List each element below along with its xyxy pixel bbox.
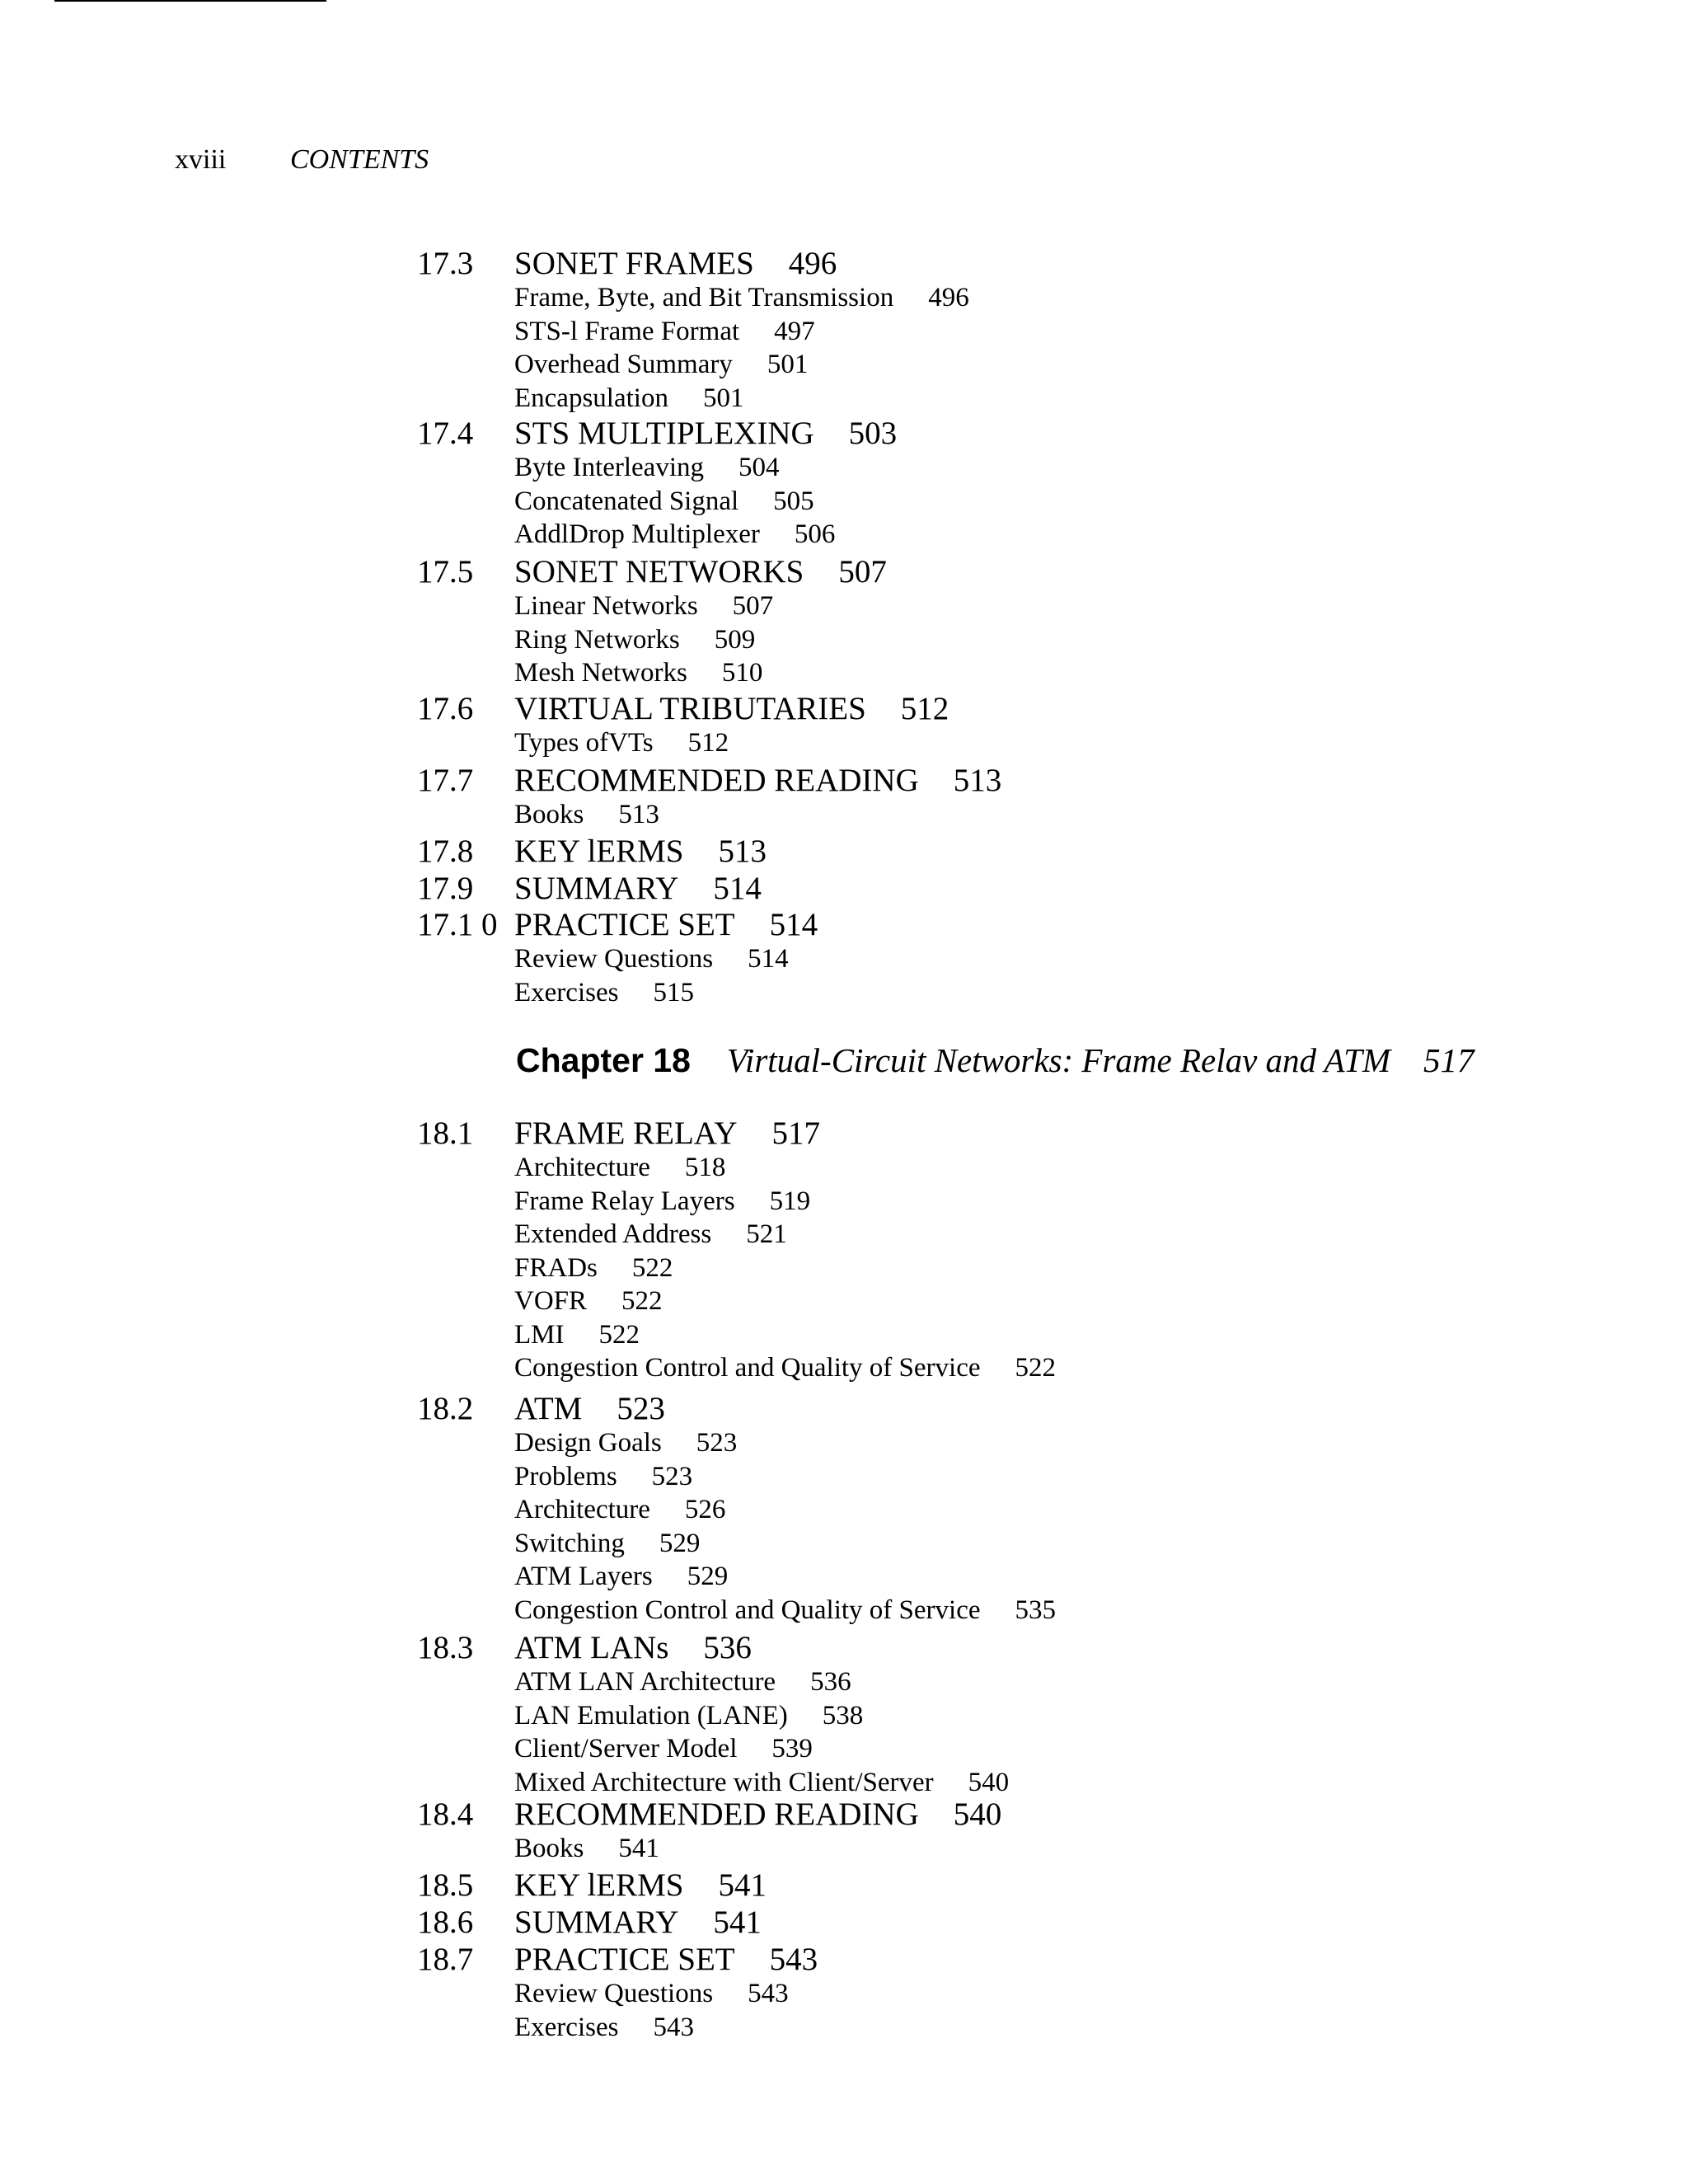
- section-title-text: SUMMARY: [514, 871, 679, 906]
- subsection-title: Extended Address: [514, 1219, 712, 1249]
- subsection-entry: [514, 1700, 863, 1731]
- subsection-entry: [514, 2012, 694, 2043]
- subsection-title: Linear Networks: [514, 591, 698, 621]
- subsection-page: 501: [767, 350, 809, 379]
- section-title: [514, 907, 818, 943]
- subsection-page: 543: [748, 1979, 789, 2008]
- subsection-page: 523: [696, 1428, 738, 1458]
- section-number: 17.4: [417, 416, 474, 451]
- chapter-label: Chapter 18: [516, 1041, 691, 1079]
- subsection-page: 504: [738, 453, 780, 482]
- subsection-entry: [514, 1427, 737, 1458]
- section-title-text: KEY lERMS: [514, 1867, 684, 1903]
- subsection-entry: [514, 624, 755, 655]
- section-title: [514, 1905, 762, 1941]
- section-page: 512: [900, 691, 950, 726]
- section-title-text: SUMMARY: [514, 1905, 679, 1940]
- section-number: 17.8: [417, 834, 474, 869]
- subsection-title: STS-l Frame Format: [514, 316, 740, 346]
- section-number: 18.3: [417, 1630, 474, 1665]
- subsection-entry: [514, 799, 659, 830]
- subsection-page: 501: [702, 383, 744, 413]
- subsection-title: ATM LAN Architecture: [514, 1667, 776, 1697]
- section-page: 517: [771, 1115, 821, 1151]
- subsection-entry: [514, 590, 773, 622]
- subsection-entry: [514, 349, 808, 380]
- section-title-text: VIRTUAL TRIBUTARIES: [514, 691, 866, 726]
- subsection-title: Switching: [514, 1528, 625, 1558]
- section-title: [514, 1391, 665, 1427]
- section-title-text: RECOMMENDED READING: [514, 1797, 919, 1832]
- subsection-page: 510: [721, 658, 763, 688]
- subsection-title: Types ofVTs: [514, 728, 654, 758]
- section-page: 541: [718, 1867, 767, 1903]
- subsection-entry: [514, 1528, 700, 1559]
- subsection-title: AddlDrop Multiplexer: [514, 519, 760, 549]
- subsection-entry: [514, 1666, 851, 1698]
- subsection-page: 522: [631, 1252, 673, 1283]
- chapter-heading: [516, 1040, 1475, 1080]
- subsection-entry: [514, 383, 743, 414]
- subsection-title: Exercises: [514, 2012, 619, 2042]
- section-number: 18.1: [417, 1115, 474, 1151]
- subsection-entry: [514, 1186, 810, 1217]
- section-title: [514, 246, 837, 282]
- subsection-entry: [514, 282, 969, 313]
- section-page: 507: [838, 554, 887, 589]
- subsection-entry: [514, 1352, 1056, 1383]
- section-title-text: FRAME RELAY: [514, 1115, 738, 1151]
- section-page: 503: [848, 416, 898, 451]
- subsection-entry: [514, 1833, 659, 1864]
- section-title-text: PRACTICE SET: [514, 907, 735, 942]
- section-number: 17.3: [417, 246, 474, 281]
- subsection-title: Mixed Architecture with Client/Server: [514, 1767, 934, 1797]
- section-title-text: RECOMMENDED READING: [514, 763, 919, 798]
- subsection-title: ATM Layers: [514, 1562, 653, 1591]
- subsection-title: Overhead Summary: [514, 350, 733, 379]
- subsection-entry: [514, 519, 835, 550]
- subsection-title: Client/Server Model: [514, 1734, 738, 1764]
- subsection-title: Review Questions: [514, 944, 714, 974]
- running-title: CONTENTS: [290, 144, 429, 175]
- subsection-page: 526: [684, 1495, 726, 1524]
- subsection-page: 523: [651, 1461, 693, 1491]
- section-title-text: SONET NETWORKS: [514, 554, 804, 589]
- section-number: 17.7: [417, 763, 474, 798]
- subsection-title: LMI: [514, 1319, 565, 1350]
- section-page: 513: [953, 763, 1002, 798]
- section-number: 17.6: [417, 691, 474, 726]
- subsection-title: Exercises: [514, 977, 619, 1007]
- section-title: [514, 871, 762, 907]
- section-number: 18.5: [417, 1867, 474, 1903]
- section-page: 541: [713, 1905, 762, 1940]
- subsection-page: 518: [684, 1153, 726, 1182]
- section-number: 17.1 0: [417, 907, 498, 942]
- section-title: [514, 1942, 818, 1978]
- page-folio: xviii: [175, 144, 227, 175]
- section-title-text: ATM LANs: [514, 1630, 669, 1665]
- section-page: 513: [718, 834, 767, 869]
- subsection-page: 538: [822, 1700, 864, 1731]
- section-title: [514, 554, 887, 590]
- section-page: 523: [617, 1391, 665, 1426]
- subsection-entry: [514, 1561, 728, 1592]
- subsection-page: 541: [618, 1834, 659, 1863]
- subsection-page: 540: [968, 1767, 1010, 1797]
- subsection-entry: [514, 316, 815, 347]
- subsection-page: 521: [746, 1219, 787, 1249]
- section-title: [514, 1115, 820, 1152]
- section-number: 17.5: [417, 554, 474, 589]
- subsection-entry: [514, 1494, 725, 1525]
- subsection-title: Design Goals: [514, 1428, 662, 1458]
- section-title-text: KEY lERMS: [514, 834, 684, 869]
- section-title: [514, 763, 1001, 799]
- subsection-page: 522: [621, 1286, 663, 1316]
- subsection-title: Congestion Control and Quality of Service: [514, 1595, 981, 1625]
- section-title: [514, 1867, 767, 1904]
- section-title: [514, 1630, 752, 1666]
- subsection-entry: [514, 1152, 725, 1183]
- subsection-entry: [514, 977, 694, 1008]
- subsection-entry: [514, 657, 762, 688]
- section-page: 536: [703, 1630, 752, 1665]
- subsection-page: 513: [618, 800, 659, 829]
- subsection-title: Architecture: [514, 1495, 650, 1524]
- subsection-entry: [514, 1978, 789, 2009]
- subsection-title: Mesh Networks: [514, 658, 687, 688]
- subsection-title: Encapsulation: [514, 383, 668, 413]
- subsection-page: 515: [653, 977, 694, 1007]
- subsection-title: FRADs: [514, 1252, 598, 1283]
- subsection-entry: [514, 943, 789, 975]
- subsection-entry: [514, 1252, 673, 1284]
- subsection-entry: [514, 1461, 692, 1492]
- section-page: 514: [713, 871, 762, 906]
- section-title: [514, 834, 767, 870]
- chapter-title: Virtual-Circuit Networks: Frame Relav and ATM: [726, 1041, 1391, 1079]
- subsection-page: 506: [794, 519, 836, 549]
- subsection-page: 509: [714, 624, 756, 655]
- subsection-page: 519: [769, 1186, 811, 1216]
- section-page: 543: [769, 1942, 818, 1977]
- subsection-entry: [514, 1767, 1009, 1798]
- section-page: 496: [788, 246, 837, 281]
- top-rule: [54, 0, 326, 2]
- subsection-page: 522: [598, 1319, 640, 1350]
- subsection-entry: [514, 1595, 1056, 1626]
- subsection-page: 529: [659, 1528, 701, 1558]
- subsection-title: Frame Relay Layers: [514, 1186, 735, 1216]
- subsection-page: 529: [687, 1562, 729, 1591]
- subsection-entry: [514, 1319, 640, 1350]
- section-page: 540: [953, 1797, 1002, 1832]
- section-title-text: STS MULTIPLEXING: [514, 416, 814, 451]
- subsection-title: Books: [514, 1834, 584, 1863]
- subsection-title: LAN Emulation (LANE): [514, 1700, 788, 1731]
- chapter-page: 517: [1423, 1041, 1475, 1079]
- subsection-title: Concatenated Signal: [514, 486, 739, 516]
- section-title: [514, 691, 949, 727]
- section-number: 18.4: [417, 1797, 474, 1832]
- section-title-text: SONET FRAMES: [514, 246, 754, 281]
- subsection-title: Architecture: [514, 1153, 650, 1182]
- subsection-page: 514: [748, 944, 789, 974]
- subsection-title: Problems: [514, 1461, 617, 1491]
- subsection-page: 539: [771, 1734, 813, 1764]
- subsection-page: 512: [687, 728, 729, 758]
- subsection-page: 522: [1015, 1353, 1056, 1383]
- subsection-title: Frame, Byte, and Bit Transmission: [514, 283, 894, 312]
- subsection-title: VOFR: [514, 1286, 588, 1316]
- subsection-title: Review Questions: [514, 1979, 714, 2008]
- subsection-title: Ring Networks: [514, 624, 680, 655]
- subsection-page: 496: [928, 283, 969, 312]
- subsection-page: 543: [653, 2012, 694, 2042]
- subsection-entry: [514, 486, 814, 517]
- section-number: 18.7: [417, 1942, 474, 1977]
- section-title-text: ATM: [514, 1391, 583, 1426]
- subsection-page: 535: [1015, 1595, 1056, 1625]
- subsection-page: 536: [810, 1667, 851, 1697]
- section-number: 17.9: [417, 871, 474, 906]
- subsection-page: 497: [774, 316, 815, 346]
- subsection-entry: [514, 1219, 787, 1250]
- section-title: [514, 416, 897, 452]
- section-title-text: PRACTICE SET: [514, 1942, 735, 1977]
- subsection-entry: [514, 727, 729, 759]
- subsection-title: Byte Interleaving: [514, 453, 705, 482]
- section-page: 514: [769, 907, 818, 942]
- subsection-entry: [514, 452, 780, 483]
- subsection-page: 505: [773, 486, 814, 516]
- section-title: [514, 1797, 1001, 1833]
- subsection-entry: [514, 1285, 663, 1317]
- subsection-title: Books: [514, 800, 584, 829]
- section-number: 18.2: [417, 1391, 474, 1426]
- section-number: 18.6: [417, 1905, 474, 1940]
- subsection-page: 507: [732, 591, 774, 621]
- subsection-title: Congestion Control and Quality of Service: [514, 1353, 981, 1383]
- subsection-entry: [514, 1733, 813, 1764]
